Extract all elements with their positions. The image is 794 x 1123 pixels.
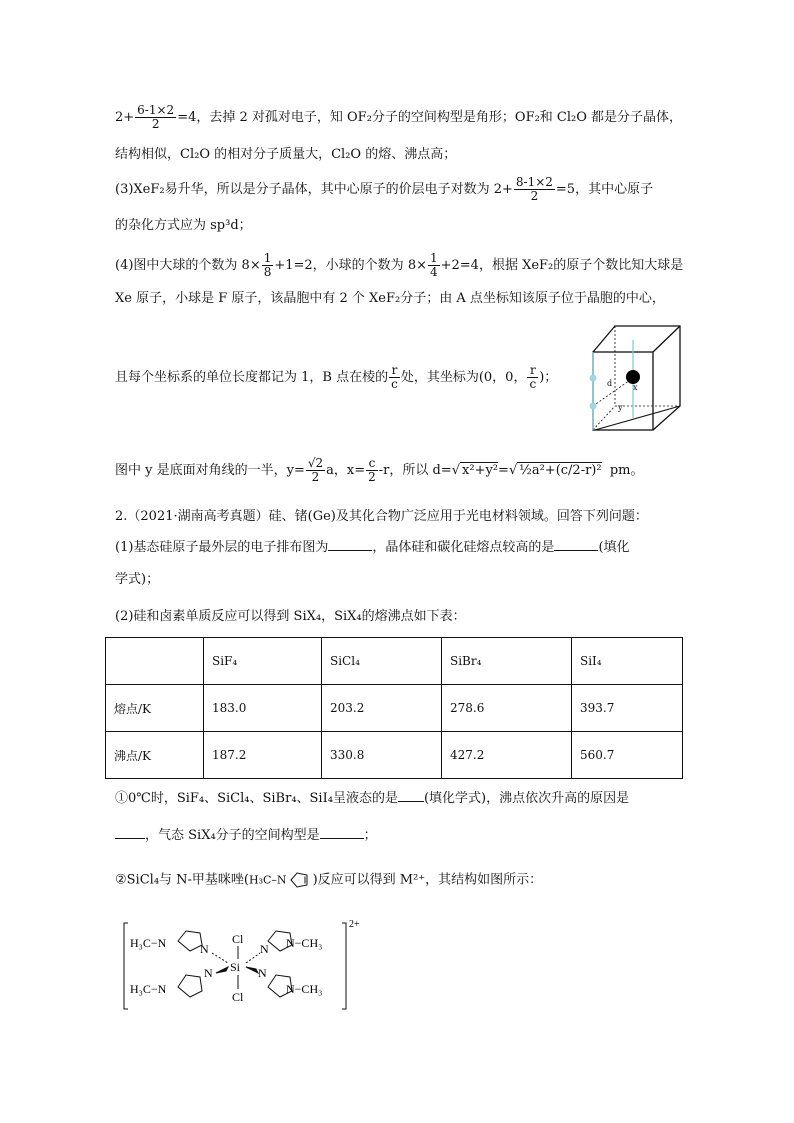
para3-line3: [115, 364, 557, 391]
para3-line1: [115, 252, 683, 279]
q2-line: (2)硅和卤素单质反应可以得到 SiX₄，SiX₄的熔沸点如下表：: [115, 609, 466, 624]
para1-lead: 2+: [115, 110, 135, 125]
methyl-left-top: H₃C−N: [130, 936, 167, 950]
para1-text: =4，去掉 2 对孤对电子，知 OF₂分子的空间构型是角形；OF₂和 Cl₂O 都是分子晶体，: [177, 110, 683, 125]
methyl-right-top: N−CH₃: [286, 936, 323, 950]
para3-line3a: 且每个坐标系的单位长度都记为 1，B 点在棱的: [115, 370, 389, 385]
table-cell: 330.8: [322, 732, 442, 779]
unit: pm。: [609, 463, 644, 478]
para3-a: (4)图中大球的个数为 8×: [115, 258, 261, 273]
sub1-c: ，气态 SiX₄分子的空间构型是: [145, 828, 320, 843]
small-atom: [590, 375, 597, 382]
table-header: [106, 638, 204, 685]
label-y: y: [618, 403, 623, 412]
q1b: ，晶体硅和碳化硅熔点较高的是: [372, 540, 555, 555]
sub2-b: )反应可以得到 M²⁺，其结构如图所示：: [312, 872, 543, 888]
label-d: d: [607, 379, 613, 388]
n-right-bottom: N: [258, 966, 267, 980]
fraction: $\frac{r}{c}$: [529, 363, 537, 391]
table-header: SiF₄: [204, 638, 322, 685]
sqrt-expr-2: ½a²+(c/2-r)²: [519, 463, 602, 478]
table-cell: 熔点/K: [106, 685, 204, 732]
table-cell: 278.6: [442, 685, 572, 732]
n-left-top: N: [200, 942, 209, 956]
para3-line3b: 处，其坐标为(0，0，: [400, 370, 527, 385]
si-atom: Si: [230, 960, 241, 974]
question-title: 2.（2021·湖南高考真题）硅、锗(Ge)及其化合物广泛应用于光电材料领域。回答下列问题：: [115, 509, 648, 524]
sub1-line2: [115, 826, 377, 846]
fraction: $\frac{8-1\times 2}{2}$: [515, 175, 553, 203]
sub1-a: ①0℃时，SiF₄、SiCl₄、SiBr₄、SiI₄呈液态的是: [115, 791, 398, 806]
table-cell: 187.2: [204, 732, 322, 779]
fraction: $\frac{6-1\times 2}{2}$: [137, 103, 175, 131]
label-x: x: [633, 383, 638, 392]
table-cell: 沸点/K: [106, 732, 204, 779]
para3-b: +1=2，小球的个数为 8×: [274, 258, 427, 273]
imidazole-formula: H₃C–N: [249, 873, 287, 887]
para3-line4c: -r，所以 d=: [378, 463, 452, 478]
sub1-line1: [115, 789, 629, 809]
n-right-top: N: [260, 942, 269, 956]
table-header: SiBr₄: [442, 638, 572, 685]
para2-rest: =5，其中心原子: [555, 182, 654, 197]
table-cell: 560.7: [572, 732, 683, 779]
answer-blank[interactable]: [328, 538, 372, 551]
para3-line2: Xe 原子，小球是 F 原子，该晶胞中有 2 个 XeF₂分子；由 A 点坐标知该原子位于晶胞的中心，: [115, 291, 665, 306]
table-cell: 393.7: [572, 685, 683, 732]
fraction: $\frac{c}{2}$: [368, 456, 376, 484]
answer-blank[interactable]: [115, 826, 145, 839]
table-row: [106, 685, 683, 732]
table-header-row: [106, 638, 683, 685]
table-cell: 427.2: [442, 732, 572, 779]
table-cell: 183.0: [204, 685, 322, 732]
sub2-line: [115, 870, 542, 891]
para1-line1: [115, 104, 682, 131]
answer-blank[interactable]: [398, 789, 424, 802]
para2-text: (3)XeF₂易升华，所以是分子晶体，其中心原子的价层电子对数为 2+: [115, 182, 513, 197]
q1a: (1)基态硅原子最外层的电子排布图为: [115, 540, 329, 555]
para3-line4: 图中 y 是底面对角线的一半，y= $\frac{√2}{2}$ a，x= $\frac{c}{2}$ -r，所以 d=√ x²+y²=√ ½a²+(c/2-r)² pm。: [115, 456, 644, 484]
small-atom-B: [590, 403, 597, 410]
sub2-a: ②SiCl₄与 N-甲基咪唑(: [115, 872, 250, 888]
table-cell: 203.2: [322, 685, 442, 732]
table-header: SiI₄: [572, 638, 683, 685]
answer-blank[interactable]: [554, 538, 598, 551]
sub1-b: (填化学式)，沸点依次升高的原因是: [423, 791, 630, 806]
table-row: [106, 732, 683, 779]
unit-cell-diagram: [585, 322, 685, 434]
fraction: $\frac{1}{4}$: [429, 251, 438, 279]
fraction: $\frac{1}{8}$: [263, 251, 272, 279]
para3-line4b: a，x=: [326, 463, 366, 478]
cl-top: Cl: [232, 932, 244, 946]
cl-bottom: Cl: [232, 990, 244, 1004]
para3-line3c: )；: [539, 370, 558, 385]
equals: =: [498, 463, 509, 478]
melting-boiling-table: [105, 637, 683, 779]
para3-line4a: 图中 y 是底面对角线的一半，y=: [115, 463, 305, 478]
fraction: $\frac{r}{c}$: [391, 363, 398, 391]
n-left-bottom: N: [204, 966, 213, 980]
large-atom-A: [626, 370, 640, 384]
q1-line2: 学式)；: [115, 572, 160, 587]
para2-line2: 的杂化方式应为 sp³d；: [115, 218, 252, 233]
para2-line1: [115, 176, 653, 203]
charge-label: 2+: [349, 919, 360, 930]
imidazole-ring-icon: [287, 870, 313, 890]
sub1-d: ；: [363, 828, 377, 843]
para3-c: +2=4，根据 XeF₂的原子个数比知大球是: [440, 258, 684, 273]
fraction: $\frac{√2}{2}$: [307, 456, 324, 484]
q1c: (填化: [598, 540, 630, 555]
answer-blank[interactable]: [320, 826, 364, 839]
methyl-right-bottom: N−CH₃: [286, 982, 323, 996]
q1-line: [115, 538, 630, 558]
table-header: SiCl₄: [322, 638, 442, 685]
para1-line2: 结构相似，Cl₂O 的相对分子质量大，Cl₂O 的熔、沸点高；: [115, 147, 457, 162]
sqrt-expr: x²+y²: [462, 463, 499, 478]
si-complex-structure: [120, 913, 380, 1013]
methyl-left-bottom: H₃C−N: [130, 982, 167, 996]
